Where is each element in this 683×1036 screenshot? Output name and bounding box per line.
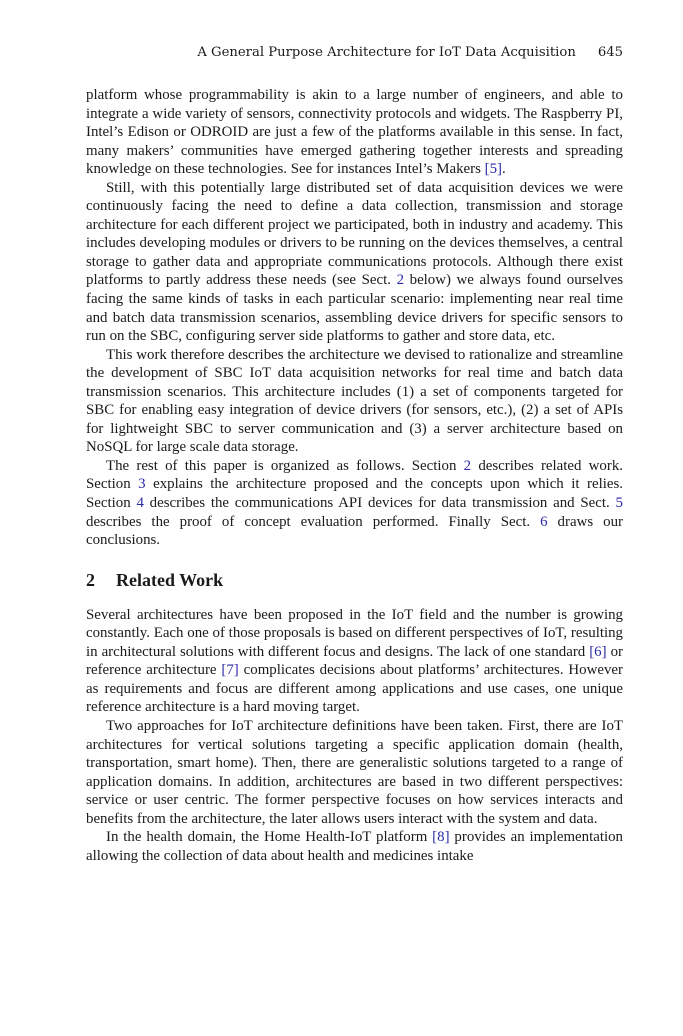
section-link[interactable]: 4 [136,495,144,512]
section-link[interactable]: 5 [615,495,623,512]
section-heading [86,569,623,591]
section-link[interactable]: 2 [396,272,405,289]
citation-link[interactable]: [8] [432,829,450,846]
citation-link[interactable]: [7] [221,662,239,679]
section-link[interactable]: 3 [138,476,146,493]
intro-paragraph-2: Still, with this potentially large distributed set of data acquisition devices we were continuously facing the need to define a data collection, transmission and storage architecture for each different project we participated, both in industry and academy. This includes developing modules or drivers to be running on the devices themselves, a central storage to gather data and appropriate communications protocols. Although there exist platforms to partly address these needs (see Sect. 2 below) we always found ourselves facing the same kinds of tasks in each particular scenario: implementing near real time and batch data transmission scenarios, assembling device drivers for specific sensors to run on the SBC, configuring server side platforms to gather and store data, etc. [86,179,624,345]
related-paragraph-2: Two approaches for IoT architecture definitions have been taken. First, there are IoT architectures for vertical solutions targeting a specific application domain (health, transportation, smart home). Then, there are generalistic solutions targeted to a range of application domains. In addition, architectures are based in two different perspectives: service or user centric. The former perspective focuses on how services interacts and benefits from the architecture, the later allows users interact with the system and data. [86,717,623,827]
related-paragraph-3: In the health domain, the Home Health-IoT platform [8] provides an implementation allowing the collection of data about health and medicines intake [86,829,623,864]
citation-link[interactable]: [5] [484,161,503,178]
intro-paragraph-1: platform whose programmability is akin to a large number of engineers, and able to integrate a wide variety of sensors, connectivity protocols and widgets. The Raspberry PI, Intel’s Edison or ODROID are just a few of the platforms available in this sense. In fact, many makers’ communities have emerged gathering together interests and spreading knowledge on these technologies. See for instances Intel’s Makers [5]. [86,87,623,178]
citation-link[interactable]: [6] [589,643,607,660]
page-number: 645 [597,45,623,60]
section-link[interactable]: 2 [463,457,472,474]
section-title: Related Work [116,569,224,590]
section-link[interactable]: 6 [540,513,548,530]
intro-paragraph-4: The rest of this paper is organized as follows. Section 2 describes related work. Section 3 explains the architecture proposed and the concepts upon which it relies. Section 4 describes the communications API devices for data transmission and Sect. 5 describes the proof of concept evaluation performed. Finally Sect. 6 draws our conclusions. [86,457,623,549]
intro-paragraph-3: This work therefore describes the architecture we devised to rationalize and streamline the development of SBC IoT data acquisition networks for real time and batch data transmission scenarios. This architecture includes (1) a set of components targeted for SBC for enabling easy integration of device drivers (for sensors, etc.), (2) a set of APIs for lightweight SBC to server communication and (3) a server architecture based on NoSQL for large scale data storage. [86,346,623,456]
running-title: A General Purpose Architecture for IoT Data Acquisition [197,45,576,60]
section-number: 2 [86,569,95,590]
related-paragraph-1: Several architectures have been proposed in the IoT field and the number is growing constantly. Each one of those proposals is based on different perspectives of IoT, resulting in architectural solutions with different focus and designs. The lack of one standard [6] or reference architecture [7] complicates decisions about platforms’ architectures. However as requirements and focus are different among applications and use cases, one unique reference architecture is a hard moving target. [86,606,623,716]
page-body [86,86,623,865]
running-header [86,44,623,62]
